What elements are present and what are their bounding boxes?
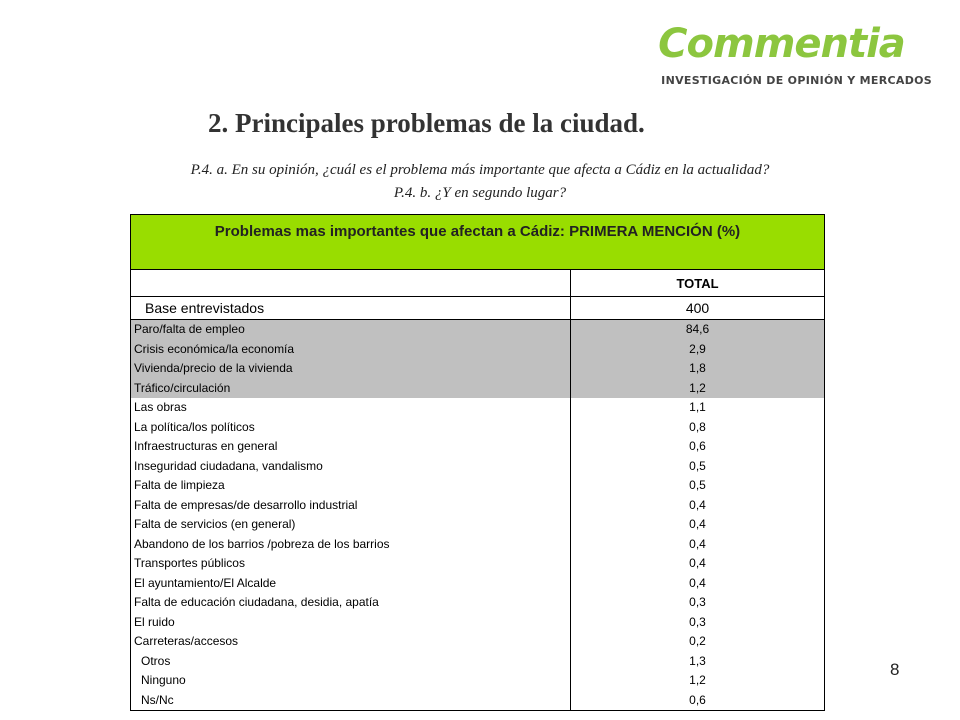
row-label: Otros — [131, 652, 571, 672]
row-label: Transportes públicos — [131, 554, 571, 574]
row-value: 0,2 — [689, 634, 706, 648]
row-label: Abandono de los barrios /pobreza de los barrios — [131, 535, 571, 555]
table-row — [131, 554, 824, 574]
table-row — [131, 671, 824, 691]
row-value: 0,5 — [689, 478, 706, 492]
table-row — [131, 340, 824, 360]
row-value: 2,9 — [689, 341, 706, 356]
row-value: 1,2 — [689, 380, 706, 395]
question-a: P.4. a. En su opinión, ¿cuál es el problema más importante que afecta a Cádiz en la actualidad? — [190, 162, 770, 178]
table-row — [131, 457, 824, 477]
commentia-logo — [658, 21, 932, 87]
results-table — [130, 214, 825, 711]
row-value: 0,6 — [689, 439, 706, 453]
row-value: 0,4 — [689, 517, 706, 531]
question-b: P.4. b. ¿Y en segundo lugar? — [393, 185, 567, 201]
row-value: 1,3 — [689, 653, 706, 668]
row-label: Ns/Nc — [131, 691, 571, 711]
logo-tagline: INVESTIGACIÓN DE OPINIÓN Y MERCADOS — [661, 74, 932, 87]
table-row — [131, 652, 824, 672]
table-row — [131, 476, 824, 496]
row-label: Las obras — [131, 398, 571, 418]
row-value: 84,6 — [685, 322, 710, 336]
row-value: 1,1 — [689, 400, 706, 414]
row-value: 0,3 — [689, 595, 706, 609]
row-label: Carreteras/accesos — [131, 632, 571, 652]
table-row — [131, 691, 824, 711]
table-row — [131, 632, 824, 652]
table-row — [131, 515, 824, 535]
row-label: Tráfico/circulación — [131, 379, 571, 399]
row-label: Falta de servicios (en general) — [131, 515, 571, 535]
logo-brand: Commentia — [658, 21, 905, 67]
base-value: 400 — [685, 300, 710, 316]
row-label: Falta de limpieza — [131, 476, 571, 496]
total-header-empty — [131, 270, 571, 296]
row-value: 0,4 — [689, 575, 706, 590]
total-column-label: TOTAL — [676, 276, 719, 291]
row-value: 1,2 — [689, 673, 706, 687]
row-label: El ruido — [131, 613, 571, 633]
table-row — [131, 535, 824, 555]
page-number: 8 — [890, 660, 900, 679]
row-label: Crisis económica/la economía — [131, 340, 571, 360]
row-value: 0,3 — [689, 614, 706, 629]
row-label: Ninguno — [131, 671, 571, 691]
table-row — [131, 418, 824, 438]
row-value: 0,4 — [689, 536, 706, 551]
row-label: La política/los políticos — [131, 418, 571, 438]
row-label: Falta de educación ciudadana, desidia, apatía — [131, 593, 571, 613]
row-label: Falta de empresas/de desarrollo industrial — [131, 496, 571, 516]
base-label: Base entrevistados — [131, 297, 571, 319]
table-row — [131, 574, 824, 594]
table-row — [131, 613, 824, 633]
table-row — [131, 437, 824, 457]
row-value: 0,5 — [689, 458, 706, 473]
row-label: El ayuntamiento/El Alcalde — [131, 574, 571, 594]
row-value: 0,8 — [689, 419, 706, 434]
row-value: 1,8 — [689, 361, 706, 375]
table-header: Problemas mas importantes que afectan a Cádiz: PRIMERA MENCIÓN (%) — [131, 215, 824, 270]
row-value: 0,4 — [689, 497, 706, 512]
table-row — [131, 359, 824, 379]
table-row — [131, 496, 824, 516]
table-row — [131, 379, 824, 399]
table-row — [131, 398, 824, 418]
row-label: Infraestructuras en general — [131, 437, 571, 457]
row-label: Vivienda/precio de la vivienda — [131, 359, 571, 379]
base-row — [131, 297, 824, 320]
row-label: Paro/falta de empleo — [131, 320, 571, 340]
total-header-row — [131, 270, 824, 297]
row-value: 0,6 — [689, 692, 706, 707]
page-title-text: 2. Principales problemas de la ciudad. — [208, 108, 645, 138]
table-row — [131, 320, 824, 340]
row-value: 0,4 — [689, 556, 706, 570]
table-row — [131, 593, 824, 613]
row-label: Inseguridad ciudadana, vandalismo — [131, 457, 571, 477]
